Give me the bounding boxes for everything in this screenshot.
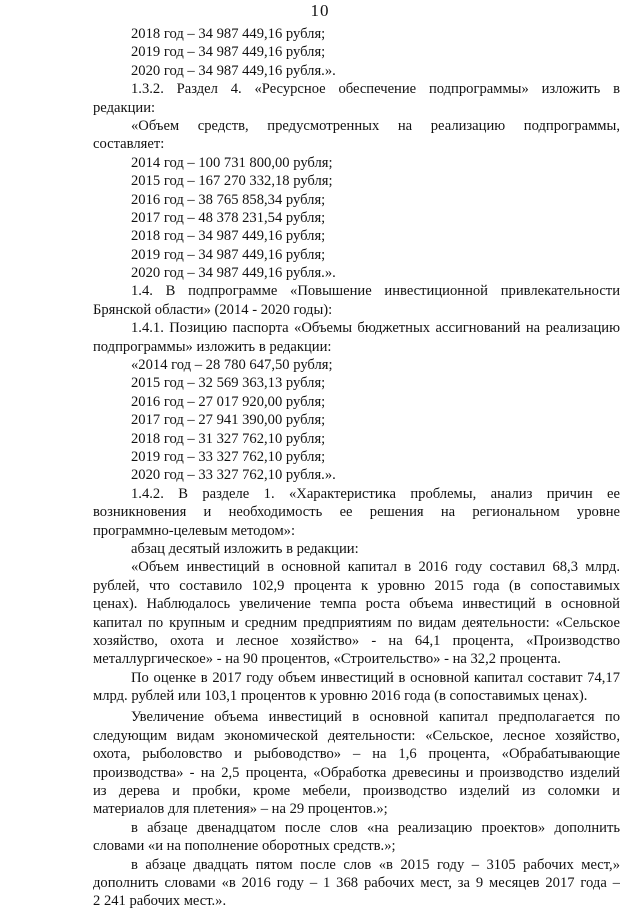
text-line: металлургическое» - на 90 процентов, «Строительство» - на 32,2 процента. xyxy=(93,651,561,668)
text-line: Брянской области» (2014 - 2020 годы): xyxy=(93,301,333,318)
text-line: 2014 год – 100 731 800,00 рубля; xyxy=(131,154,333,171)
text-line: рублей, что составило 102,9 процента к уровню 2015 года (в сопоставимых xyxy=(93,577,620,594)
text-line: 2020 год – 33 327 762,10 рубля.». xyxy=(131,467,336,484)
text-line: программно-целевым методом»: xyxy=(93,522,296,539)
text-line: 2 241 рабочих мест.». xyxy=(93,893,227,910)
text-line: 2015 год – 167 270 332,18 рубля; xyxy=(131,173,333,190)
text-line: 2018 год – 31 327 762,10 рубля; xyxy=(131,430,326,447)
text-line: 2019 год – 33 327 762,10 рубля; xyxy=(131,448,326,465)
text-line: 2017 год – 48 378 231,54 рубля; xyxy=(131,209,326,226)
text-line: хозяйство, охота и лесное хозяйство» - на 64,1 процента, «Производство xyxy=(93,632,620,649)
text-line: «2014 год – 28 780 647,50 рубля; xyxy=(131,357,333,374)
text-line: дополнить словами «в 2016 году – 1 368 рабочих мест, за 9 месяцев 2017 года – xyxy=(93,874,620,891)
page-number: 10 xyxy=(310,1,330,20)
text-line: в абзаце двадцать пятом после слов «в 2015 году – 3105 рабочих мест,» xyxy=(131,856,620,873)
text-line: словами «и на пополнение оборотных средств.»; xyxy=(93,838,396,855)
text-line: составляет: xyxy=(93,136,165,153)
text-line: млрд. рублей или 103,1 процентов к уровню 2016 года (в сопоставимых ценах). xyxy=(93,688,588,705)
text-line: 2016 год – 27 017 920,00 рубля; xyxy=(131,393,326,410)
text-line: 2020 год – 34 987 449,16 рубля.». xyxy=(131,62,336,79)
text-line: из дерева и пробки, кроме мебели, производство изделий из соломки и xyxy=(93,783,620,800)
text-line: Увеличение объема инвестиций в основной капитал предполагается по xyxy=(131,709,620,726)
text-line: 2017 год – 27 941 390,00 рубля; xyxy=(131,412,326,429)
text-line: 2018 год – 34 987 449,16 рубля; xyxy=(131,26,326,42)
text-line: «Объем инвестиций в основной капитал в 2016 году составил 68,3 млрд. xyxy=(131,559,620,576)
text-line: 2015 год – 32 569 363,13 рубля; xyxy=(131,375,326,392)
text-line: 1.4.2. В разделе 1. «Характеристика проблемы, анализ причин ее xyxy=(131,485,620,502)
text-line: в абзаце двенадцатом после слов «на реализацию проектов» дополнить xyxy=(131,819,620,836)
text-line: подпрограммы» изложить в редакции: xyxy=(93,338,332,355)
text-line: охота, рыболовство и рыбоводство» – на 1,6 процента, «Обрабатывающие xyxy=(93,746,620,763)
text-line: следующим видам экономической деятельности: «Сельское, лесное хозяйство, xyxy=(93,727,620,744)
text-line: 2020 год – 34 987 449,16 рубля.». xyxy=(131,265,336,282)
text-line: 2019 год – 34 987 449,16 рубля; xyxy=(131,246,326,263)
text-line: абзац десятый изложить в редакции: xyxy=(131,540,359,557)
text-line: 2019 год – 34 987 449,16 рубля; xyxy=(131,44,326,61)
document-body xyxy=(93,25,620,911)
text-line: капитал по крупным и средним предприятиям по видам деятельности: «Сельское xyxy=(93,614,620,631)
text-line: 1.4.1. Позицию паспорта «Объемы бюджетных ассигнований на реализацию xyxy=(131,320,620,337)
text-line: возникновения и необходимость ее решения на региональном уровне xyxy=(93,504,620,521)
text-line: материалов для плетения» – на 29 процентов.»; xyxy=(93,801,388,818)
text-line: ценах). Наблюдалось увеличение темпа роста объема инвестиций в основной xyxy=(93,596,620,613)
text-line: По оценке в 2017 году объем инвестиций в основной капитал составит 74,17 xyxy=(131,669,620,686)
text-line: производства» - на 2,5 процента, «Обработка древесины и производство изделий xyxy=(93,764,620,781)
text-line: 1.4. В подпрограмме «Повышение инвестиционной привлекательности xyxy=(131,283,620,300)
text-line: 1.3.2. Раздел 4. «Ресурсное обеспечение подпрограммы» изложить в xyxy=(131,81,620,98)
text-line: «Объем средств, предусмотренных на реализацию подпрограммы, xyxy=(131,117,620,134)
text-line: редакции: xyxy=(93,99,156,116)
text-line: 2018 год – 34 987 449,16 рубля; xyxy=(131,228,326,245)
text-line: 2016 год – 38 765 858,34 рубля; xyxy=(131,191,326,208)
